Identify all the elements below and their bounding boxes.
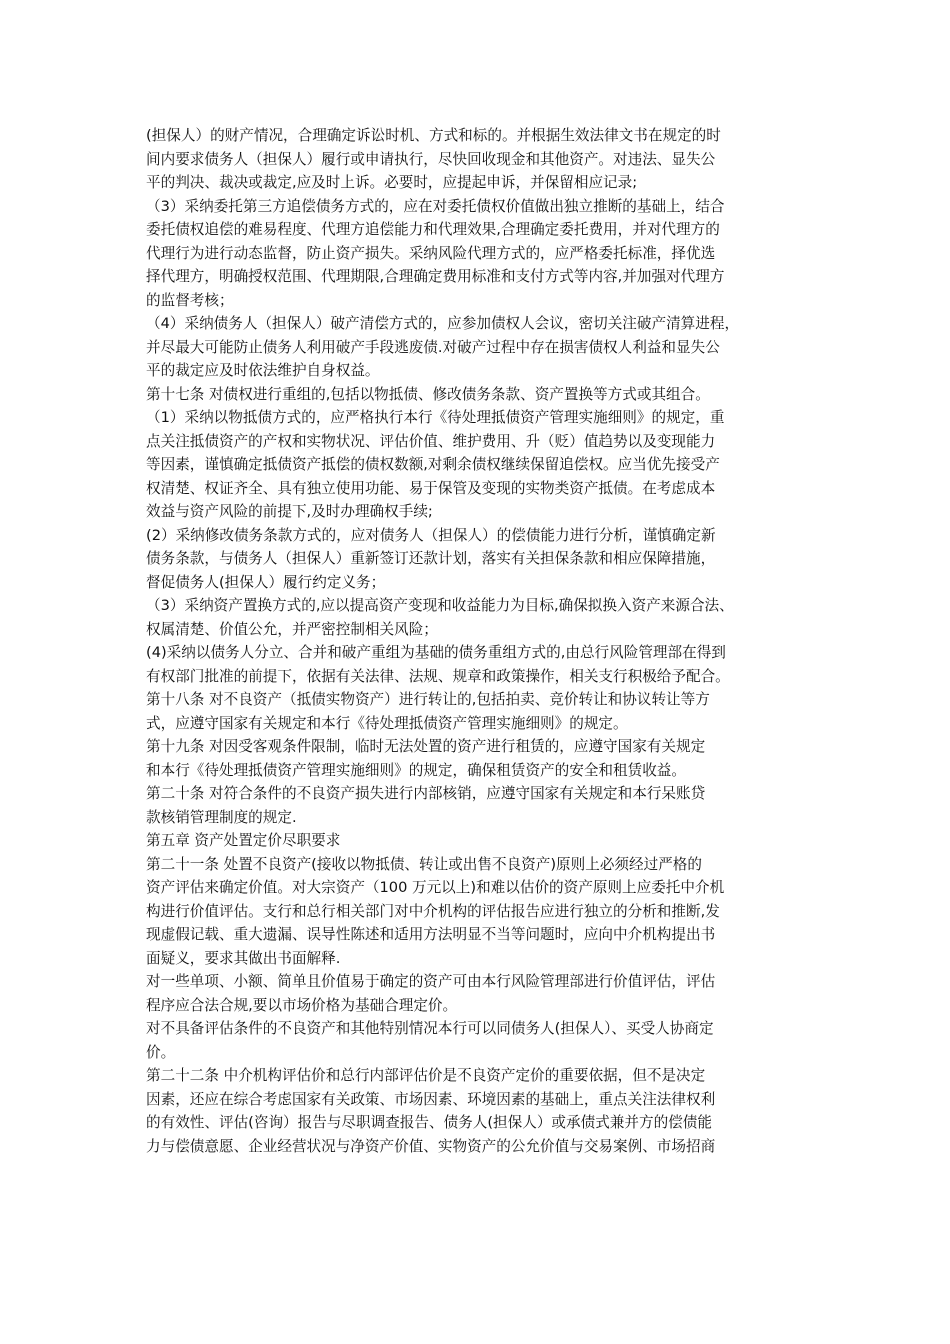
text-line: 款核销管理制度的规定. bbox=[146, 808, 297, 826]
text-line: 面疑义，要求其做出书面解释. bbox=[146, 949, 341, 967]
text-line: 构进行价值评估。支行和总行相关部门对中介机构的评估报告应进行独立的分析和推断,发 bbox=[146, 902, 720, 920]
text-line: 程序应合法合规,要以市场价格为基础合理定价。 bbox=[146, 996, 458, 1014]
text-line: (担保人）的财产情况，合理确定诉讼时机、方式和标的。并根据生效法律文书在规定的时 bbox=[146, 127, 721, 144]
document-body bbox=[146, 124, 812, 1158]
text-line: 平的裁定应及时依法维护自身权益。 bbox=[146, 362, 380, 379]
text-line: 对一些单项、小额、简单且价值易于确定的资产可由本行风险管理部进行价值评估，评估 bbox=[146, 973, 716, 990]
text-line: （4）采纳债务人（担保人）破产清偿方式的，应参加债权人会议，密切关注破产清算进程， bbox=[146, 315, 740, 332]
text-line: （3）采纳资产置换方式的,应以提高资产变现和收益能力为目标,确保拟换入资产来源合法、 bbox=[146, 597, 734, 614]
text-line: 对不具备评估条件的不良资产和其他特别情况本行可以同债务人(担保人）、买受人协商定 bbox=[146, 1020, 714, 1037]
text-line: 资产评估来确定价值。对大宗资产（100 万元以上)和难以估价的资产原则上应委托中介机 bbox=[146, 879, 725, 896]
text-line: 式，应遵守国家有关规定和本行《待处理抵债资产管理实施细则》的规定。 bbox=[146, 714, 628, 732]
text-line: 力与偿债意愿、企业经营状况与净资产价值、实物资产的公允价值与交易案例、市场招商 bbox=[146, 1137, 716, 1155]
text-line: 的有效性、评估(咨询）报告与尽职调查报告、债务人(担保人）或承债式兼并方的偿债能 bbox=[146, 1114, 712, 1131]
text-line: 有权部门批准的前提下，依据有关法律、法规、规章和政策操作，相关支行积极给予配合。 bbox=[146, 667, 730, 685]
text-line: 等因素，谨慎确定抵债资产抵偿的债权数额,对剩余债权继续保留追偿权。应当优先接受产 bbox=[146, 456, 720, 473]
text-line: (2）采纳修改债务条款方式的，应对债务人（担保人）的偿债能力进行分析，谨慎确定新 bbox=[146, 526, 716, 544]
text-line: （3）采纳委托第三方追偿债务方式的，应在对委托债权价值做出独立推断的基础上，结合 bbox=[146, 197, 725, 215]
text-line: 间内要求债务人（担保人）履行或申请执行，尽快回收现金和其他资产。对违法、显失公 bbox=[146, 150, 716, 168]
text-line: 第十九条 对因受客观条件限制，临时无法处置的资产进行租赁的，应遵守国家有关规定 bbox=[146, 738, 706, 755]
text-line: 现虚假记载、重大遗漏、误导性陈述和适用方法明显不当等问题时，应向中介机构提出书 bbox=[146, 926, 716, 943]
text-line: 择代理方，明确授权范围、代理期限,合理确定费用标准和支付方式等内容,并加强对代理方 bbox=[146, 268, 725, 285]
text-line: 权属清楚、价值公允，并严密控制相关风险； bbox=[146, 620, 438, 638]
text-line: 并尽最大可能防止债务人利用破产手段逃废债.对破产过程中存在损害债权人利益和显失公 bbox=[146, 338, 720, 356]
text-line: 点关注抵债资产的产权和实物状况、评估价值、维护费用、升（贬）值趋势以及变现能力 bbox=[146, 432, 716, 450]
text-line: 和本行《待处理抵债资产管理实施细则》的规定，确保租赁资产的安全和租赁收益。 bbox=[146, 761, 686, 779]
text-line: 委托债权追偿的难易程度、代理方追偿能力和代理效果,合理确定委托费用，并对代理方的 bbox=[146, 221, 720, 238]
text-line: 因素，还应在综合考虑国家有关政策、市场因素、环境因素的基础上，重点关注法律权利 bbox=[146, 1090, 716, 1108]
text-line: 效益与资产风险的前提下,及时办理确权手续; bbox=[146, 503, 433, 520]
text-line: 第二十二条 中介机构评估价和总行内部评估价是不良资产定价的重要依据，但不是决定 bbox=[146, 1067, 706, 1084]
text-line: 代理行为进行动态监督，防止资产损失。采纳风险代理方式的，应严格委托标准，择优选 bbox=[146, 244, 716, 262]
text-line: 的监督考核； bbox=[146, 291, 234, 309]
text-line: 权清楚、权证齐全、具有独立使用功能、易于保管及变现的实物类资产抵债。在考虑成本 bbox=[146, 479, 716, 497]
text-line: 第十八条 对不良资产（抵债实物资产）进行转让的,包括拍卖、竞价转让和协议转让等方 bbox=[146, 691, 710, 708]
text-line: 第二十条 对符合条件的不良资产损失进行内部核销，应遵守国家有关规定和本行呆账贷 bbox=[146, 785, 706, 802]
text-line: 第五章 资产处置定价尽职要求 bbox=[146, 832, 341, 849]
text-line: (4)采纳以债务人分立、合并和破产重组为基础的债务重组方式的,由总行风险管理部在得到 bbox=[146, 644, 726, 661]
text-line: 第二十一条 处置不良资产(接收以物抵债、转让或出售不良资产)原则上必须经过严格的 bbox=[146, 855, 702, 873]
text-line: 平的判决、裁决或裁定,应及时上诉。必要时，应提起申诉，并保留相应记录; bbox=[146, 174, 638, 191]
text-line: （1）采纳以物抵债方式的，应严格执行本行《待处理抵债资产管理实施细则》的规定，重 bbox=[146, 409, 725, 426]
text-line: 第十七条 对债权进行重组的,包括以物抵债、修改债务条款、资产置换等方式或其组合。 bbox=[146, 385, 710, 403]
text-line: 督促债务人(担保人）履行约定义务； bbox=[146, 573, 386, 591]
text-line: 债务条款，与债务人（担保人）重新签订还款计划，落实有关担保条款和相应保障措施， bbox=[146, 550, 716, 567]
text-line: 价。 bbox=[146, 1043, 176, 1061]
